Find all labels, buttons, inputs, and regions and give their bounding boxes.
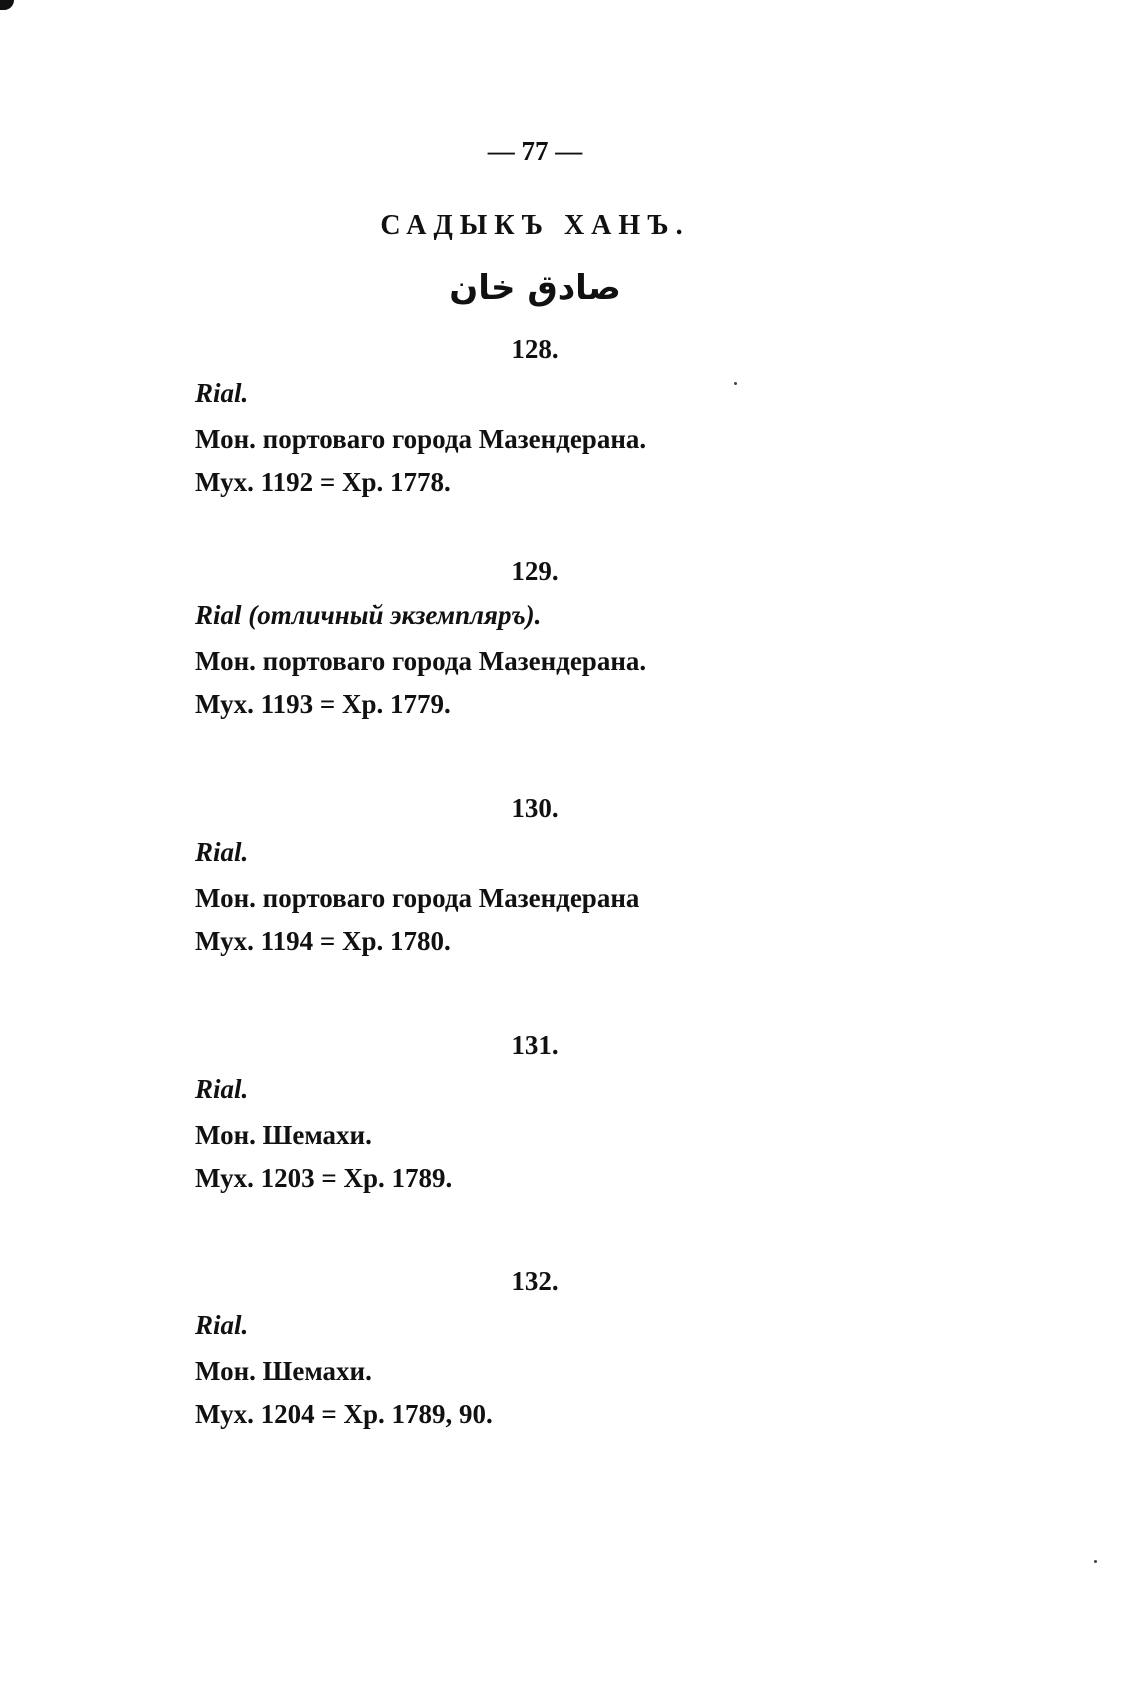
- entry-coin-type: Rial.: [195, 1310, 249, 1340]
- entry-date: Мух. 1194 = Хр. 1780.: [195, 926, 451, 956]
- chapter-title-arabic: صادق خان: [449, 268, 621, 308]
- entry-date: Мух. 1192 = Хр. 1778.: [195, 467, 451, 497]
- entry-mint-place: Мон. портоваго города Мазендерана.: [195, 424, 647, 454]
- page-number: — 77 —: [487, 136, 583, 166]
- scan-speck: [734, 382, 737, 385]
- entry-mint-place: Мон. Шемахи.: [195, 1120, 372, 1150]
- entry-coin-type: Rial.: [195, 1074, 249, 1104]
- entry-coin-type: Rial.: [195, 378, 249, 408]
- entry-number: 130.: [511, 793, 559, 823]
- entry-date: Мух. 1203 = Хр. 1789.: [195, 1163, 453, 1193]
- entry-number: 131.: [511, 1030, 559, 1060]
- scan-corner-mark: [0, 0, 14, 10]
- entry-mint-place: Мон. портоваго города Мазендерана.: [195, 646, 647, 676]
- entry-mint-place: Мон. Шемахи.: [195, 1356, 372, 1386]
- entry-date: Мух. 1204 = Хр. 1789, 90.: [195, 1399, 493, 1429]
- entry-coin-type: Rial.: [195, 837, 249, 867]
- scan-speck: [1094, 1560, 1097, 1563]
- entry-date: Мух. 1193 = Хр. 1779.: [195, 689, 451, 719]
- entry-number: 132.: [511, 1266, 559, 1296]
- entry-coin-type: Rial (отличный экземпляръ).: [195, 600, 542, 630]
- entry-mint-place: Мон. портоваго города Мазендерана: [195, 883, 640, 913]
- chapter-title: САДЫКЪ ХАНЪ.: [380, 210, 690, 241]
- entry-number: 128.: [511, 334, 559, 364]
- entry-number: 129.: [511, 556, 559, 586]
